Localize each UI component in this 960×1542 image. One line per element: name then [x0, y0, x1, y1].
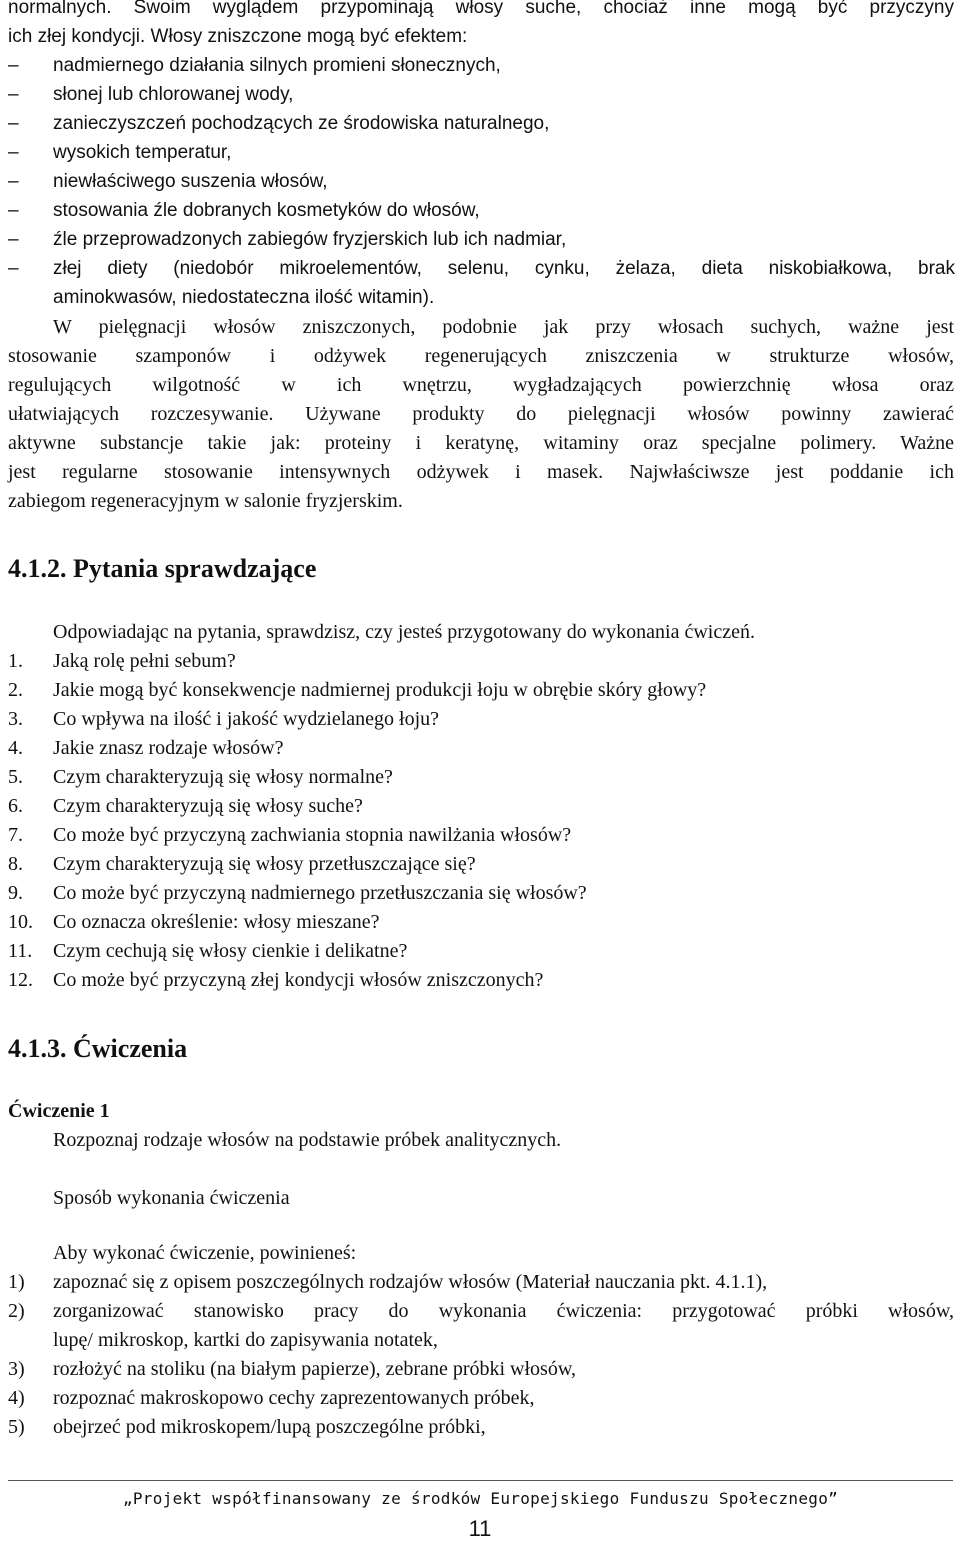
paragraph-line: aktywne substancje takie jak: proteiny i keratynę, witaminy oraz specjalne polimery. Ważne: [8, 432, 954, 454]
question-text: Co może być przyczyną zachwiania stopnia nawilżania włosów?: [53, 824, 572, 846]
question-number: 12.: [8, 969, 33, 991]
footer-divider: [8, 1480, 953, 1481]
paragraph-line: zabiegom regeneracyjnym w salonie fryzjerskim.: [8, 490, 403, 512]
step-number: 2): [8, 1300, 25, 1322]
step-text: zorganizować stanowisko pracy do wykonania ćwiczenia: przygotować próbki włosów,: [53, 1300, 954, 1322]
question-text: Jakie mogą być konsekwencje nadmiernej produkcji łoju w obrębie skóry głowy?: [53, 679, 707, 701]
method-label: Sposób wykonania ćwiczenia: [53, 1187, 290, 1209]
list-item-text: niewłaściwego suszenia włosów,: [53, 171, 328, 192]
dash-bullet: –: [8, 229, 19, 250]
paragraph-line: stosowanie szamponów i odżywek regenerujących zniszczenia w strukturze włosów,: [8, 345, 954, 367]
section-heading-exercises: 4.1.3. Ćwiczenia: [8, 1034, 188, 1063]
question-text: Co może być przyczyną złej kondycji włosów zniszczonych?: [53, 969, 544, 991]
question-text: Czym charakteryzują się włosy normalne?: [53, 766, 393, 788]
question-number: 6.: [8, 795, 23, 817]
list-item-text: nadmiernego działania silnych promieni słonecznych,: [53, 55, 501, 76]
step-text: lupę/ mikroskop, kartki do zapisywania notatek,: [53, 1329, 438, 1351]
exercise-task: Rozpoznaj rodzaje włosów na podstawie próbek analitycznych.: [53, 1129, 562, 1151]
question-number: 8.: [8, 853, 23, 875]
question-text: Jakie znasz rodzaje włosów?: [53, 737, 284, 759]
list-item-text: wysokich temperatur,: [53, 142, 232, 163]
step-text: obejrzeć pod mikroskopem/lupą poszczególne próbki,: [53, 1416, 486, 1438]
list-item-text: słonej lub chlorowanej wody,: [53, 84, 294, 105]
question-text: Jaką rolę pełni sebum?: [53, 650, 236, 672]
section-heading-questions: 4.1.2. Pytania sprawdzające: [8, 554, 317, 583]
steps-intro: Aby wykonać ćwiczenie, powinieneś:: [53, 1242, 357, 1264]
question-text: Co wpływa na ilość i jakość wydzielanego łoju?: [53, 708, 440, 730]
step-number: 4): [8, 1387, 25, 1409]
dash-bullet: –: [8, 258, 19, 279]
step-text: rozpoznać makroskopowo cechy zaprezentowanych próbek,: [53, 1387, 535, 1409]
step-number: 3): [8, 1358, 25, 1380]
dash-bullet: –: [8, 171, 19, 192]
paragraph-line: regulujących wilgotność w ich wnętrzu, wygładzających powierzchnię włosa oraz: [8, 374, 954, 396]
dash-bullet: –: [8, 84, 19, 105]
dash-bullet: –: [8, 55, 19, 76]
question-number: 2.: [8, 679, 23, 701]
question-number: 5.: [8, 766, 23, 788]
question-number: 3.: [8, 708, 23, 730]
question-number: 1.: [8, 650, 23, 672]
footer-project-note: „Projekt współfinansowany ze środków Europejskiego Funduszu Społecznego”: [122, 1489, 839, 1508]
question-number: 9.: [8, 882, 23, 904]
step-text: zapoznać się z opisem poszczególnych rodzajów włosów (Materiał nauczania pkt. 4.1.1),: [53, 1271, 768, 1293]
question-text: Czym charakteryzują się włosy przetłuszczające się?: [53, 853, 476, 875]
paragraph-line: ułatwiających rozczesywanie. Używane produkty do pielęgnacji włosów powinny zawierać: [8, 403, 954, 425]
question-number: 11.: [8, 940, 33, 962]
step-number: 5): [8, 1416, 25, 1438]
question-number: 4.: [8, 737, 23, 759]
questions-intro: Odpowiadając na pytania, sprawdzisz, czy jesteś przygotowany do wykonania ćwiczeń.: [53, 621, 755, 643]
intro-line-1: normalnych. Swoim wyglądem przypominają włosy suche, chociaż inne mogą być przyczyny: [8, 0, 954, 18]
list-item-text: zanieczyszczeń pochodzących ze środowiska naturalnego,: [53, 113, 550, 134]
question-number: 10.: [8, 911, 33, 933]
dash-bullet: –: [8, 142, 19, 163]
question-text: Co może być przyczyną nadmiernego przetłuszczania się włosów?: [53, 882, 587, 904]
paragraph-line: W pielęgnacji włosów zniszczonych, podobnie jak przy włosach suchych, ważne jest: [53, 316, 954, 338]
step-text: rozłożyć na stoliku (na białym papierze), zebrane próbki włosów,: [53, 1358, 576, 1380]
question-text: Co oznacza określenie: włosy mieszane?: [53, 911, 380, 933]
page-number: 11: [468, 1516, 492, 1541]
list-item-text: stosowania źle dobranych kosmetyków do włosów,: [53, 200, 480, 221]
list-item-text: źle przeprowadzonych zabiegów fryzjerskich lub ich nadmiar,: [53, 229, 567, 250]
dash-bullet: –: [8, 200, 19, 221]
question-number: 7.: [8, 824, 23, 846]
question-text: Czym charakteryzują się włosy suche?: [53, 795, 363, 817]
question-text: Czym cechują się włosy cienkie i delikatne?: [53, 940, 408, 962]
intro-line-2: ich złej kondycji. Włosy zniszczone mogą być efektem:: [8, 26, 468, 47]
dash-bullet: –: [8, 113, 19, 134]
list-item-text: złej diety (niedobór mikroelementów, selenu, cynku, żelaza, dieta niskobiałkowa, brak: [53, 258, 955, 279]
step-number: 1): [8, 1271, 25, 1293]
paragraph-line: jest regularne stosowanie intensywnych odżywek i masek. Najwłaściwsze jest poddanie ich: [8, 461, 954, 483]
exercise-title: Ćwiczenie 1: [8, 1100, 110, 1122]
list-item-text: aminokwasów, niedostateczna ilość witamin).: [53, 287, 435, 308]
